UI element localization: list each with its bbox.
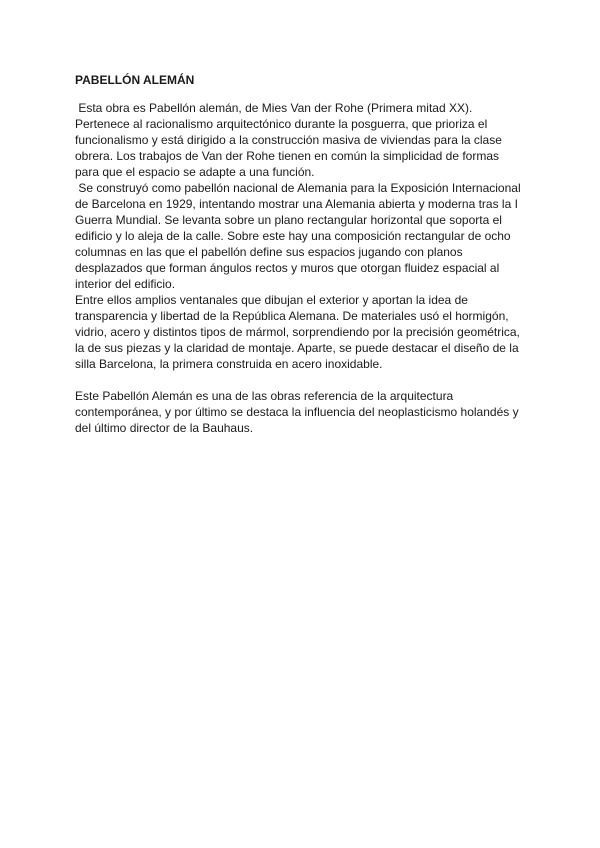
- text-line: contemporánea, y por último se destaca la influencia del neoplasticismo holandés y: [75, 405, 519, 419]
- text-line: funcionalismo y está dirigido a la construcción masiva de viviendas para la clase: [75, 133, 502, 147]
- text-line: de Barcelona en 1929, intentando mostrar una Alemania abierta y moderna tras la I: [75, 197, 518, 211]
- paragraph-materials: [75, 292, 535, 372]
- text-line: Pertenece al racionalismo arquitectónico durante la posguerra, que prioriza el: [75, 117, 488, 131]
- text-line: columnas en las que el pabellón define sus espacios jugando con planos: [75, 245, 463, 259]
- text-line: Entre ellos amplios ventanales que dibujan el exterior y aportan la idea de: [75, 293, 468, 307]
- text-line: obrera. Los trabajos de Van der Rohe tienen en común la simplicidad de formas: [75, 149, 500, 163]
- text-line: Esta obra es Pabellón alemán, de Mies Van der Rohe (Primera mitad XX).: [75, 101, 473, 115]
- text-line: Se construyó como pabellón nacional de Alemania para la Exposición Internacional: [75, 181, 521, 195]
- paragraph-conclusion: [75, 388, 535, 436]
- text-line: silla Barcelona, la primera construida en acero inoxidable.: [75, 357, 383, 371]
- text-line: del último director de la Bauhaus.: [75, 421, 254, 435]
- paragraph-construction: [75, 180, 535, 292]
- text-line: Guerra Mundial. Se levanta sobre un plano rectangular horizontal que soporta el: [75, 213, 502, 227]
- text-line: vidrio, acero y distintos tipos de mármol, sorprendiendo por la precisión geométrica,: [75, 325, 520, 339]
- text-line: edificio y lo aleja de la calle. Sobre este hay una composición rectangular de ocho: [75, 229, 511, 243]
- document-body: [75, 72, 535, 436]
- text-line: Este Pabellón Alemán es una de las obras referencia de la arquitectura: [75, 389, 454, 403]
- paragraph-intro: [75, 100, 535, 180]
- paragraph-gap: [75, 372, 535, 388]
- document-title: PABELLÓN ALEMÁN: [75, 73, 195, 87]
- text-line: interior del edificio.: [75, 277, 176, 291]
- text-line: desplazados que forman ángulos rectos y muros que otorgan fluidez espacial al: [75, 261, 500, 275]
- text-line: la de sus piezas y la claridad de montaje. Aparte, se puede destacar el diseño de la: [75, 341, 519, 355]
- text-line: transparencia y libertad de la República Alemana. De materiales usó el hormigón,: [75, 309, 509, 323]
- text-line: para que el espacio se adapte a una función.: [75, 165, 315, 179]
